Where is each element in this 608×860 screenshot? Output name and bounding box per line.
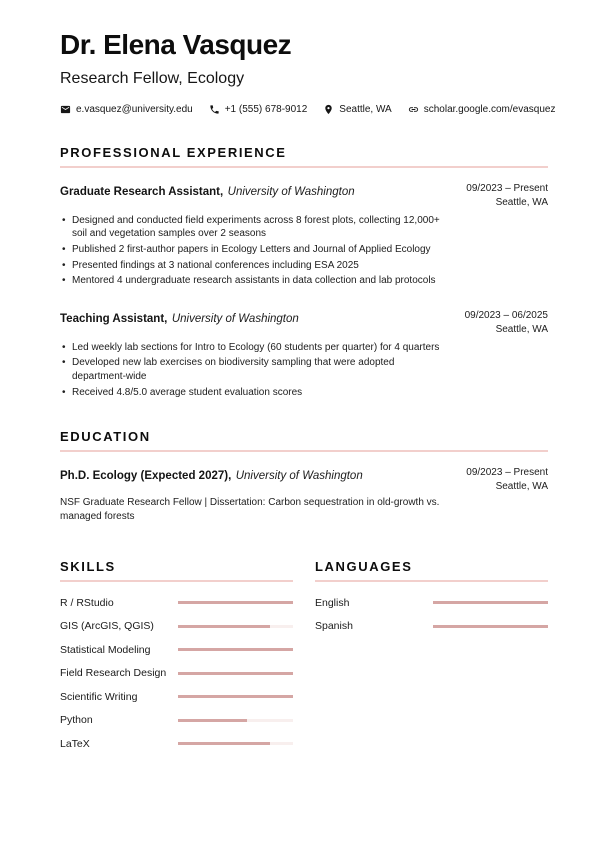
- education-description: NSF Graduate Research Fellow | Dissertation: Carbon sequestration in old-growth vs. managed forests: [60, 497, 440, 522]
- skills-heading: SKILLS: [60, 559, 293, 582]
- phone-icon: [209, 104, 220, 115]
- skill-bar-fill: [178, 695, 293, 698]
- section-professional-experience: [60, 145, 548, 399]
- section-languages: [315, 559, 548, 761]
- location-icon: [323, 104, 334, 115]
- skill-bar-fill: [178, 648, 293, 651]
- bullet-item: • Received 4.8/5.0 average student evaluation scores: [60, 386, 445, 400]
- bullet-item: • Published 2 first-author papers in Ecology Letters and Journal of Applied Ecology: [60, 243, 445, 257]
- skill-row: [60, 714, 293, 727]
- language-bar: [433, 625, 548, 628]
- entry-header: [60, 182, 548, 210]
- email-icon: [60, 104, 71, 115]
- entry-location: Seattle, WA: [495, 481, 548, 493]
- entry-title: [60, 309, 299, 327]
- skill-bar: [178, 648, 293, 651]
- contact-phone: [209, 104, 308, 115]
- skill-row: [60, 620, 293, 633]
- entry-role: Teaching Assistant,: [60, 312, 168, 325]
- experience-entry: [60, 182, 548, 288]
- resume-header: [60, 29, 556, 115]
- language-bar: [433, 601, 548, 604]
- skill-label: LaTeX: [60, 737, 90, 750]
- language-bar-fill: [433, 625, 548, 628]
- skill-row: [60, 643, 293, 656]
- language-row: [315, 620, 548, 633]
- skill-row: [60, 690, 293, 703]
- bullet-item: • Developed new lab exercises on biodiversity sampling that were adopted department-wide: [60, 356, 445, 383]
- experience-heading: PROFESSIONAL EXPERIENCE: [60, 145, 548, 168]
- skill-row: [60, 596, 293, 609]
- contact-location: [323, 104, 391, 115]
- languages-list: [315, 596, 548, 633]
- skill-label: Statistical Modeling: [60, 643, 151, 656]
- contact-phone-text: +1 (555) 678-9012: [224, 103, 308, 115]
- entry-location: Seattle, WA: [495, 196, 548, 208]
- entry-title: [60, 182, 355, 200]
- skill-bar: [178, 719, 293, 722]
- skill-bar: [178, 601, 293, 604]
- skills-list: [60, 596, 293, 750]
- skill-label: R / RStudio: [60, 596, 114, 609]
- bullet-item: • Designed and conducted field experiments across 8 forest plots, collecting 12,000+ soil and vegetation samples over 2 seasons: [60, 214, 445, 241]
- section-skills: [60, 559, 293, 761]
- entry-meta: [456, 182, 548, 210]
- entry-header: [60, 466, 548, 494]
- person-name: Dr. Elena Vasquez: [60, 29, 292, 60]
- contact-scholar-link: [408, 104, 556, 115]
- entry-bullets: [60, 214, 445, 288]
- link-icon: [408, 104, 419, 115]
- skill-bar-fill: [178, 672, 293, 675]
- entry-dates: 09/2023 – Present: [466, 467, 548, 479]
- experience-entry: [60, 309, 548, 399]
- contact-email-text: e.vasquez@university.edu: [76, 103, 193, 115]
- skill-bar-fill: [178, 742, 270, 745]
- skill-bar: [178, 695, 293, 698]
- bullet-item: • Led weekly lab sections for Intro to Ecology (60 students per quarter) for 4 quarters: [60, 341, 445, 355]
- skill-row: [60, 737, 293, 750]
- entry-dates: 09/2023 – Present: [466, 182, 548, 194]
- skill-label: Python: [60, 714, 93, 727]
- entry-degree: Ph.D. Ecology (Expected 2027),: [60, 470, 232, 483]
- skill-bar: [178, 672, 293, 675]
- entry-title: [60, 466, 363, 484]
- skill-bar-fill: [178, 625, 270, 628]
- contact-location-text: Seattle, WA: [339, 103, 392, 115]
- language-label: English: [315, 596, 350, 609]
- languages-heading: LANGUAGES: [315, 559, 548, 582]
- contact-email: [60, 104, 193, 115]
- entry-bullets: [60, 341, 445, 399]
- skill-bar-fill: [178, 601, 293, 604]
- entry-dates: 09/2023 – 06/2025: [464, 309, 548, 321]
- entry-meta: [455, 309, 548, 337]
- skill-bar: [178, 742, 293, 745]
- skill-label: Field Research Design: [60, 667, 167, 680]
- entry-org: University of Washington: [227, 185, 355, 198]
- contact-scholar-text: scholar.google.com/evasquez: [423, 103, 556, 115]
- skill-bar: [178, 625, 293, 628]
- contact-row: [60, 103, 556, 115]
- skills-languages-columns: [60, 559, 548, 761]
- entry-role: Graduate Research Assistant,: [60, 185, 224, 198]
- language-label: Spanish: [315, 620, 353, 633]
- bullet-item: • Presented findings at 3 national conferences including ESA 2025: [60, 259, 445, 273]
- skill-row: [60, 667, 293, 680]
- entry-location: Seattle, WA: [495, 323, 548, 335]
- skill-label: Scientific Writing: [60, 690, 138, 703]
- entry-header: [60, 309, 548, 337]
- entry-meta: [456, 466, 548, 494]
- entry-org: University of Washington: [235, 470, 363, 483]
- section-education: [60, 429, 548, 523]
- bullet-item: • Mentored 4 undergraduate research assistants in data collection and lab protocols: [60, 274, 445, 288]
- entry-org: University of Washington: [171, 312, 299, 325]
- skill-bar-fill: [178, 719, 247, 722]
- language-bar-fill: [433, 601, 548, 604]
- skill-label: GIS (ArcGIS, QGIS): [60, 620, 154, 633]
- person-job-title: Research Fellow, Ecology: [60, 69, 245, 87]
- language-row: [315, 596, 548, 609]
- education-heading: EDUCATION: [60, 429, 548, 452]
- education-entry: [60, 466, 548, 523]
